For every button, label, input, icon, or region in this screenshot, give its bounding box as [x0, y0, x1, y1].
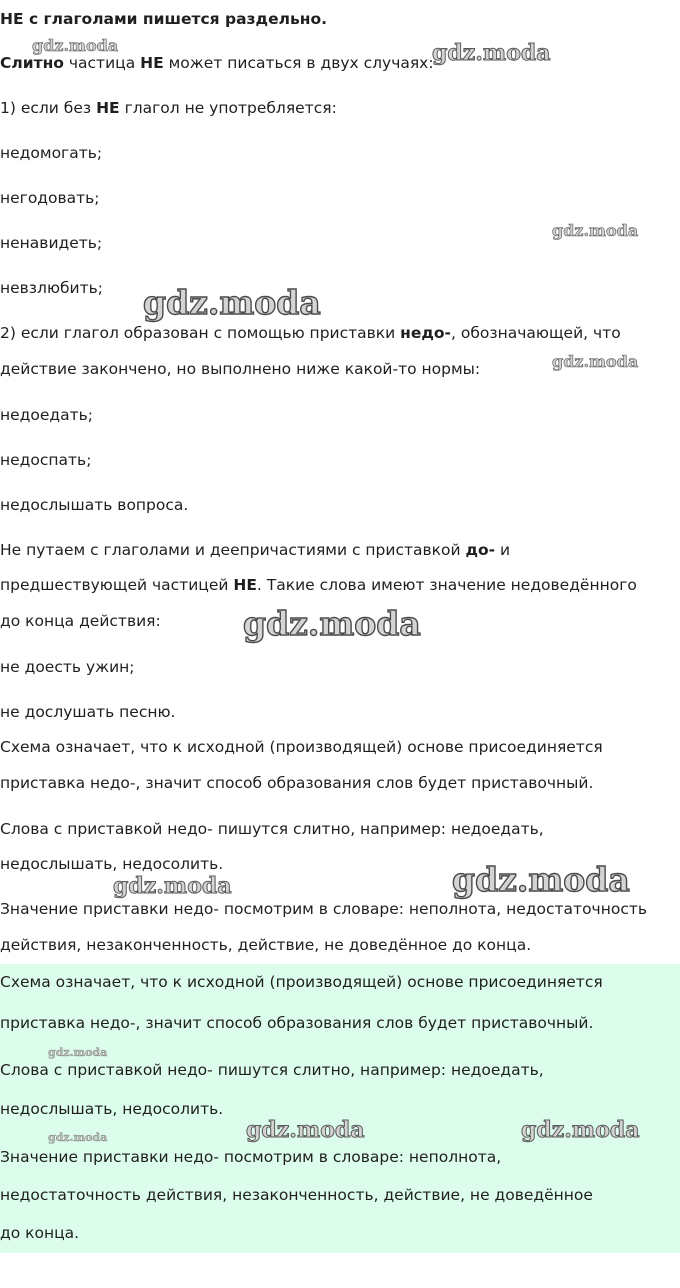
watermark: gdz.moda [246, 1117, 365, 1143]
meaning-text: действия, незаконченность, действие, не доведённое до конца. [0, 936, 532, 954]
watermark: gdz.moda [243, 604, 421, 643]
note-line: предшествующей частицей НЕ. Такие слова имеют значение недоведённого [0, 576, 637, 594]
highlight-meaning-text: до конца. [0, 1224, 80, 1242]
watermark: gdz.moda [143, 283, 321, 322]
list-item: недомогать; [0, 144, 103, 162]
scheme-text: Схема означает, что к исходной (производящей) основе присоединяется [0, 738, 603, 756]
list-item: не доесть ужин; [0, 658, 135, 676]
note-line: до конца действия: [0, 612, 161, 630]
list-item: не дослушать песню. [0, 703, 176, 721]
prefix-text: Слова с приставкой недо- пишутся слитно, например: недоедать, [0, 820, 544, 838]
watermark: gdz.moda [432, 40, 551, 66]
watermark: gdz.moda [452, 860, 630, 899]
highlight-meaning-text: Значение приставки недо- посмотрим в словаре: неполнота, [0, 1148, 502, 1166]
list-item: негодовать; [0, 189, 100, 207]
highlight-prefix-text: Слова с приставкой недо- пишутся слитно, например: недоедать, [0, 1061, 544, 1079]
prefix-text: недослышать, недосолить. [0, 855, 224, 873]
note-line: Не путаем с глаголами и деепричастиями с приставкой до- и [0, 541, 511, 559]
meaning-text: Значение приставки недо- посмотрим в словаре: неполнота, недостаточность [0, 900, 648, 918]
case-one: 1) если без НЕ глагол не употребляется: [0, 99, 337, 117]
highlight-scheme-text: Схема означает, что к исходной (производящей) основе присоединяется [0, 973, 603, 991]
list-item: недоедать; [0, 406, 94, 424]
watermark: gdz.moda [48, 1046, 108, 1059]
list-item: недослышать вопроса. [0, 496, 189, 514]
highlight-scheme-text: приставка недо-, значит способ образования слов будет приставочный. [0, 1014, 594, 1032]
paragraph-two-cases: Слитно частица НЕ может писаться в двух случаях: [0, 54, 434, 72]
list-item: невзлюбить; [0, 279, 104, 297]
case-two: 2) если глагол образован с помощью приставки недо-, обозначающей, что [0, 324, 621, 342]
watermark: gdz.moda [552, 352, 639, 371]
watermark: gdz.moda [32, 36, 119, 55]
list-item: ненавидеть; [0, 234, 103, 252]
rule-heading: НЕ с глаголами пишется раздельно. [0, 10, 327, 28]
watermark: gdz.moda [552, 221, 639, 240]
highlight-prefix-text: недослышать, недосолить. [0, 1100, 224, 1118]
list-item: недоспать; [0, 451, 92, 469]
watermark: gdz.moda [48, 1131, 108, 1144]
highlight-meaning-text: недостаточность действия, незаконченность, действие, не доведённое [0, 1186, 593, 1204]
watermark: gdz.moda [113, 873, 232, 899]
watermark: gdz.moda [521, 1117, 640, 1143]
case-two-continued: действие закончено, но выполнено ниже какой-то нормы: [0, 360, 481, 378]
scheme-text: приставка недо-, значит способ образования слов будет приставочный. [0, 774, 594, 792]
